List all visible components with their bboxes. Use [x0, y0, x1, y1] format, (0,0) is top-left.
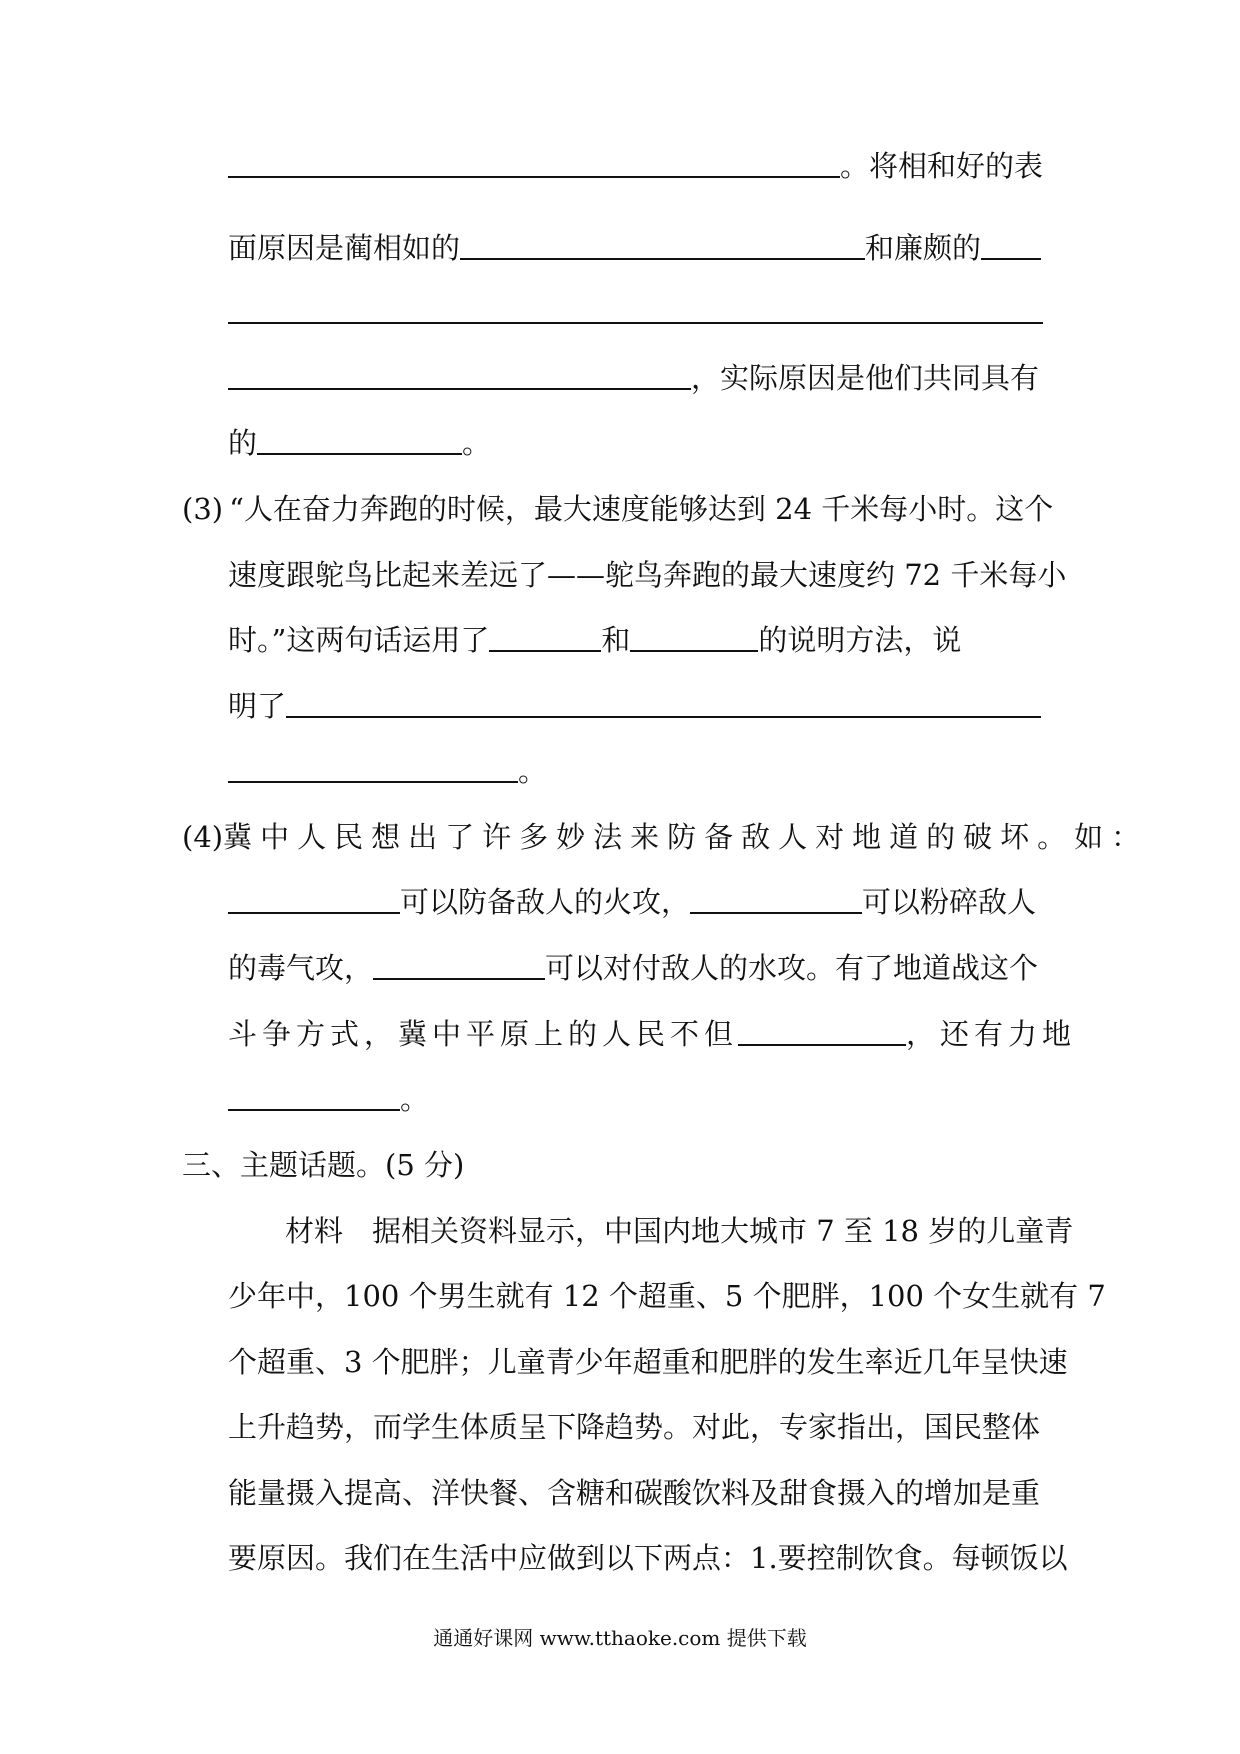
material-line-1 — [285, 1209, 1073, 1253]
question-number: (4) — [182, 820, 224, 854]
fill-blank[interactable] — [228, 146, 840, 178]
page-footer: 通通好课网 www.tthaoke.com 提供下载 — [433, 1626, 807, 1650]
fill-blank[interactable] — [228, 882, 400, 914]
fill-blank[interactable] — [228, 1079, 400, 1111]
fill-blank[interactable] — [690, 882, 862, 914]
q2-line-3 — [228, 290, 1043, 334]
q3-line-1 — [182, 487, 1053, 531]
fill-blank[interactable] — [228, 358, 691, 390]
fill-blank[interactable] — [257, 423, 462, 455]
section-title: 三、主题话题。(5 分) — [182, 1148, 465, 1182]
q3-line-4 — [228, 684, 1041, 728]
q4-line-3 — [228, 946, 1038, 990]
q2-line-5 — [228, 421, 491, 465]
text: 可以粉碎敌人 — [862, 885, 1037, 919]
text: 材料 据相关资料显示，中国内地大城市 7 至 18 岁的儿童青 — [285, 1214, 1074, 1248]
q4-line-2 — [228, 880, 1036, 924]
question-number: (3) — [182, 492, 224, 526]
q3-line-3 — [228, 618, 961, 662]
fill-blank[interactable] — [373, 948, 545, 980]
text: 的 — [228, 426, 258, 460]
q2-line-1 — [228, 144, 1043, 188]
material-line-4 — [228, 1405, 1040, 1449]
q4-line-1 — [182, 815, 1148, 859]
text: 。 — [462, 426, 492, 460]
q2-line-2 — [228, 226, 1041, 270]
text: 速度跟鸵鸟比起来差远了——鸵鸟奔跑的最大速度约 72 千米每小 — [228, 558, 1067, 592]
text: 面原因是蔺相如的 — [228, 231, 461, 265]
q3-line-2 — [228, 553, 1066, 597]
text: 冀中人民想出了许多妙法来防备敌人对地道的破坏。如： — [223, 820, 1149, 854]
text: 斗争方式，冀中平原上的人民不但 — [228, 1017, 739, 1051]
text: 上升趋势，而学生体质呈下降趋势。对此，专家指出，国民整体 — [228, 1410, 1041, 1444]
text: “人在奋力奔跑的时候，最大速度能够达到 24 千米每小时。这个 — [229, 492, 1054, 526]
text: 。 — [400, 1082, 430, 1116]
text: 。 — [518, 754, 548, 788]
text: 可以防备敌人的火攻， — [400, 885, 691, 919]
text: 能量摄入提高、洋快餐、含糖和碳酸饮料及甜食摄入的增加是重 — [228, 1476, 1041, 1510]
fill-blank[interactable] — [630, 620, 758, 652]
fill-blank[interactable] — [228, 292, 1043, 324]
fill-blank[interactable] — [228, 751, 518, 783]
text: 明了 — [228, 689, 287, 723]
text: 个超重、3 个肥胖；儿童青少年超重和肥胖的发生率近几年呈快速 — [228, 1345, 1068, 1379]
text: 的说明方法，说 — [758, 623, 962, 657]
text: 要原因。我们在生活中应做到以下两点：1.要控制饮食。每顿饭以 — [228, 1541, 1068, 1575]
material-line-6 — [228, 1536, 1068, 1580]
material-line-2 — [228, 1274, 1106, 1318]
fill-blank[interactable] — [286, 686, 1041, 718]
q4-line-5 — [228, 1077, 429, 1121]
fill-blank[interactable] — [981, 228, 1041, 260]
q4-line-4 — [228, 1012, 1076, 1056]
text: ，实际原因是他们共同具有 — [691, 361, 1040, 395]
fill-blank[interactable] — [460, 228, 865, 260]
section-heading — [182, 1143, 464, 1187]
material-line-3 — [228, 1340, 1068, 1384]
material-line-5 — [228, 1471, 1040, 1515]
text: 少年中，100 个男生就有 12 个超重、5 个肥胖，100 个女生就有 7 — [228, 1279, 1106, 1313]
text: 时。”这两句话运用了 — [228, 623, 490, 657]
text: 。将相和好的表 — [840, 149, 1044, 183]
fill-blank[interactable] — [738, 1014, 906, 1046]
text: ，还有力地 — [906, 1017, 1077, 1051]
text: 和廉颇的 — [865, 231, 982, 265]
q3-line-5 — [228, 749, 547, 793]
q2-line-4 — [228, 356, 1039, 400]
text: 和 — [601, 623, 631, 657]
fill-blank[interactable] — [489, 620, 601, 652]
text: 可以对付敌人的水攻。有了地道战这个 — [545, 951, 1039, 985]
text: 的毒气攻， — [228, 951, 374, 985]
